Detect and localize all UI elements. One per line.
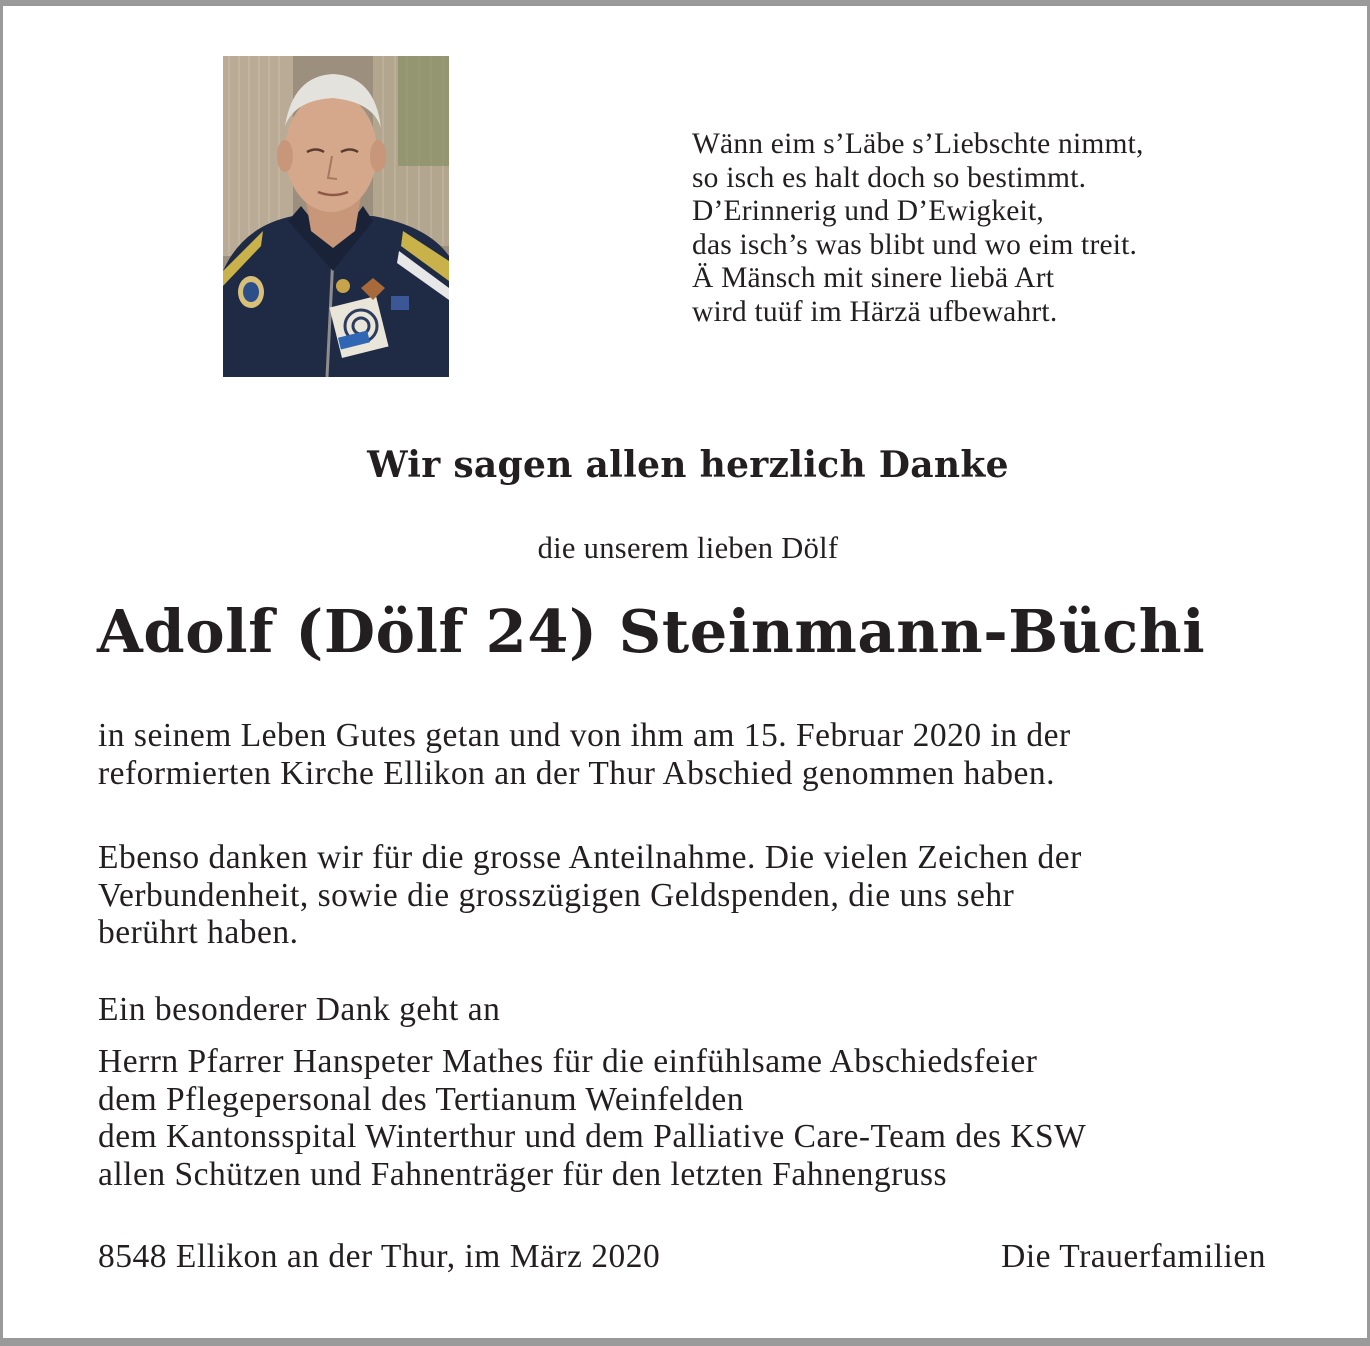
special-thanks-item: dem Kantonsspital Winterthur und dem Palliative Care-Team des KSW: [98, 1118, 1087, 1155]
place-and-date: 8548 Ellikon an der Thur, im März 2020: [98, 1238, 661, 1275]
poem-line: das isch’s was blibt und wo eim treit.: [692, 228, 1138, 261]
paragraph-line: Ebenso danken wir für die grosse Anteilnahme. Die vielen Zeichen der: [98, 839, 1082, 876]
paragraph-line: Ein besonderer Dank geht an: [98, 991, 501, 1028]
paragraph-line: in seinem Leben Gutes getan und von ihm am 15. Februar 2020 in der: [98, 717, 1071, 754]
special-thanks-intro: [98, 991, 1318, 1029]
special-thanks-item: dem Pflegepersonal des Tertianum Weinfelden: [98, 1080, 744, 1118]
portrait-photo: [223, 56, 449, 377]
poem: [692, 128, 1312, 329]
poem-line: Wänn eim s’Läbe s’Liebschte nimmt,: [692, 128, 1144, 160]
signature: Die Trauerfamilien: [1001, 1238, 1266, 1275]
paragraph-line: Verbundenheit, sowie die grosszügigen Geldspenden, die uns sehr: [98, 876, 1015, 914]
poem-line: D’Erinnerig und D’Ewigkeit,: [692, 195, 1044, 227]
special-thanks-item: allen Schützen und Fahnenträger für den letzten Fahnengruss: [98, 1155, 948, 1193]
special-thanks-item: Herrn Pfarrer Hanspeter Mathes für die einfühlsame Abschiedsfeier: [98, 1043, 1038, 1080]
farewell-paragraph: [98, 717, 1318, 792]
deceased-name: Adolf (Dölf 24) Steinmann-Büchi: [97, 597, 1206, 666]
poem-line: Ä Mänsch mit sinere liebä Art: [692, 262, 1055, 294]
sympathy-paragraph: [98, 839, 1318, 952]
thank-you-headline: Wir sagen allen herzlich Danke: [367, 444, 1009, 486]
poem-line: so isch es halt doch so bestimmt.: [692, 161, 1087, 194]
paragraph-line: reformierten Kirche Ellikon an der Thur Abschied genommen haben.: [98, 754, 1055, 792]
poem-line: wird tuüf im Härzä ufbewahrt.: [692, 295, 1058, 328]
special-thanks-list: [98, 1043, 1318, 1193]
intro-text: die unserem lieben Dölf: [537, 531, 839, 565]
paragraph-line: berührt haben.: [98, 914, 299, 951]
